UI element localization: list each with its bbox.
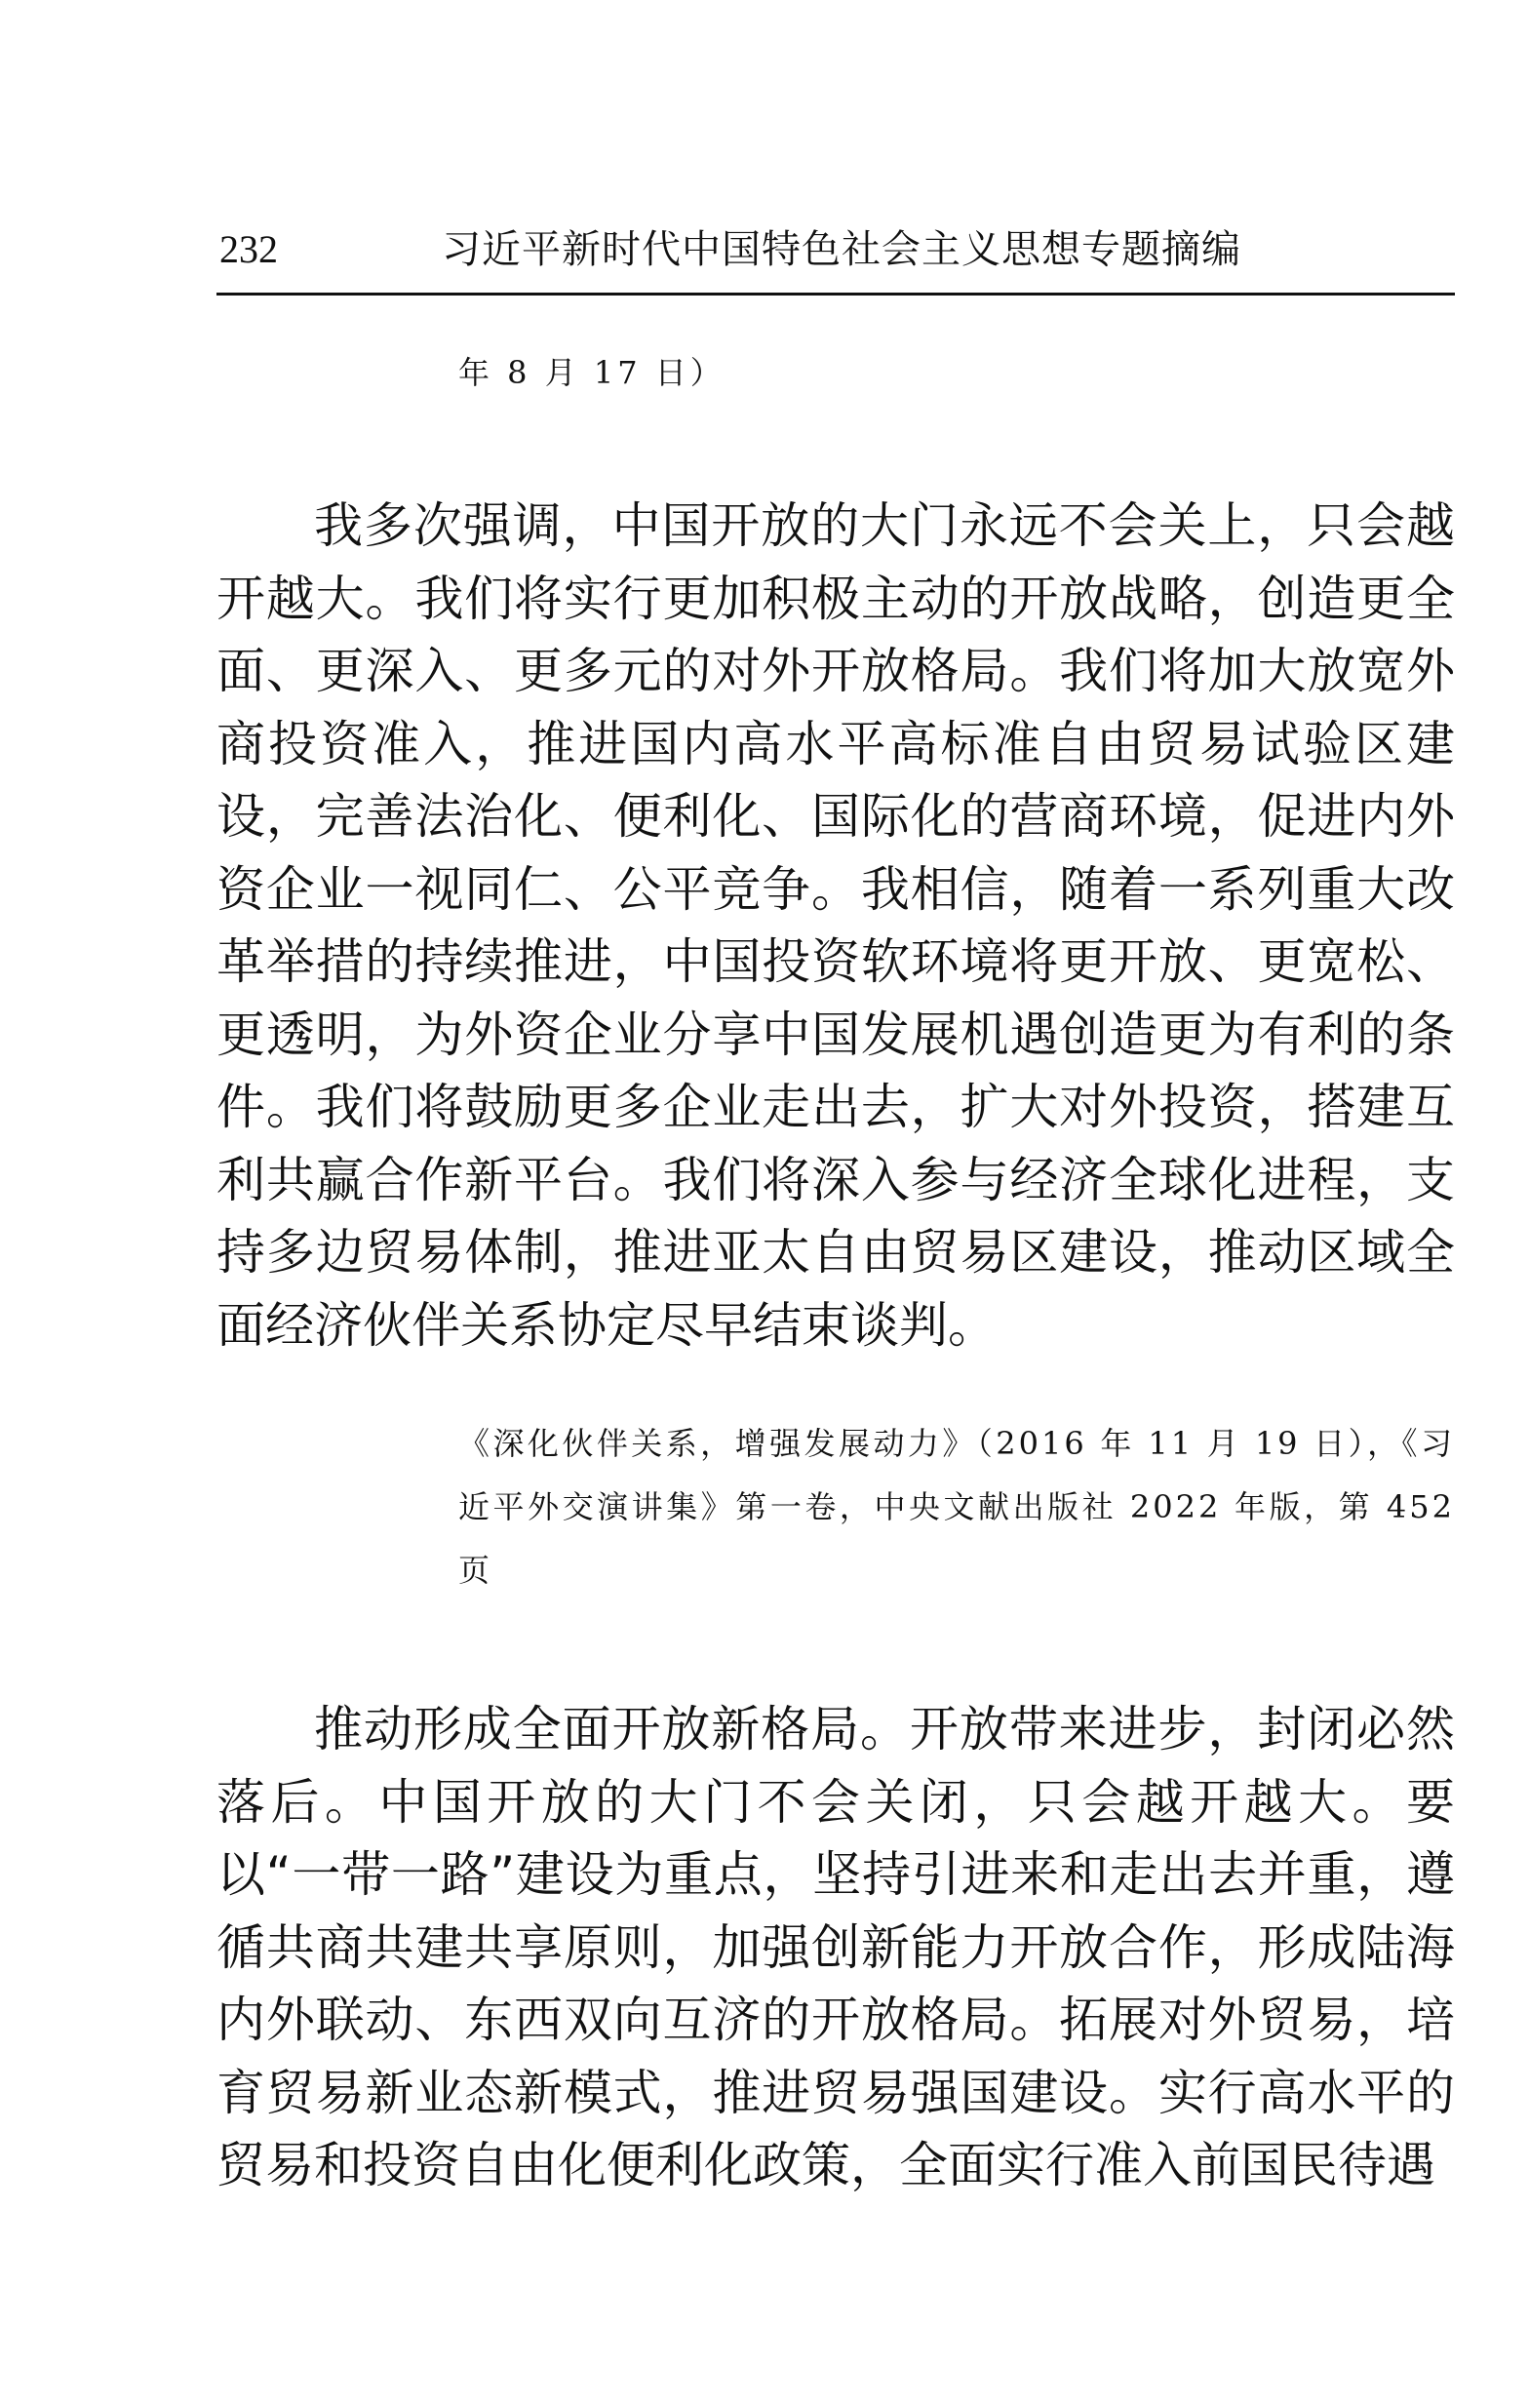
header-divider	[216, 293, 1455, 296]
body-paragraph: 推动形成全面开放新格局。开放带来进步，封闭必然落后。中国开放的大门不会关闭，只会越开越大。要以“一带一路”建设为重点，坚持引进来和走出去并重，遵循共商共建共享原则，加强创新能力开放合作，形成陆海内外联动、东西双向互济的开放格局。拓展对外贸易，培育贸易新业态新模式，推进贸易强国建设。实行高水平的贸易和投资自由化便利化政策，全面实行准入前国民待遇	[216, 1701, 1455, 2193]
running-title: 习近平新时代中国特色社会主义思想专题摘编	[442, 227, 1241, 272]
page-number: 232	[219, 227, 278, 271]
page-header	[219, 222, 1453, 293]
body-paragraph: 我多次强调，中国开放的大门永远不会关上，只会越开越大。我们将实行更加积极主动的开放战略，创造更全面、更深入、更多元的对外开放格局。我们将加大放宽外商投资准入，推进国内高水平高标准自由贸易试验区建设，完善法治化、便利化、国际化的营商环境，促进内外资企业一视同仁、公平竞争。我相信，随着一系列重大改革举措的持续推进，中国投资软环境将更开放、更宽松、更透明，为外资企业分享中国发展机遇创造更为有利的条件。我们将鼓励更多企业走出去，扩大对外投资，搭建互利共赢合作新平台。我们将深入参与经济全球化进程，支持多边贸易体制，推进亚太自由贸易区建设，推动区域全面经济伙伴关系协定尽早结束谈判。	[216, 497, 1455, 1354]
citation: 《深化伙伴关系，增强发展动力》（2016 年 11 月 19 日），《习近平外交演讲集》第一卷，中央文献出版社 2022 年版，第 452 页	[458, 1425, 1455, 1589]
source-continuation: 年 8 月 17 日）	[458, 354, 725, 391]
